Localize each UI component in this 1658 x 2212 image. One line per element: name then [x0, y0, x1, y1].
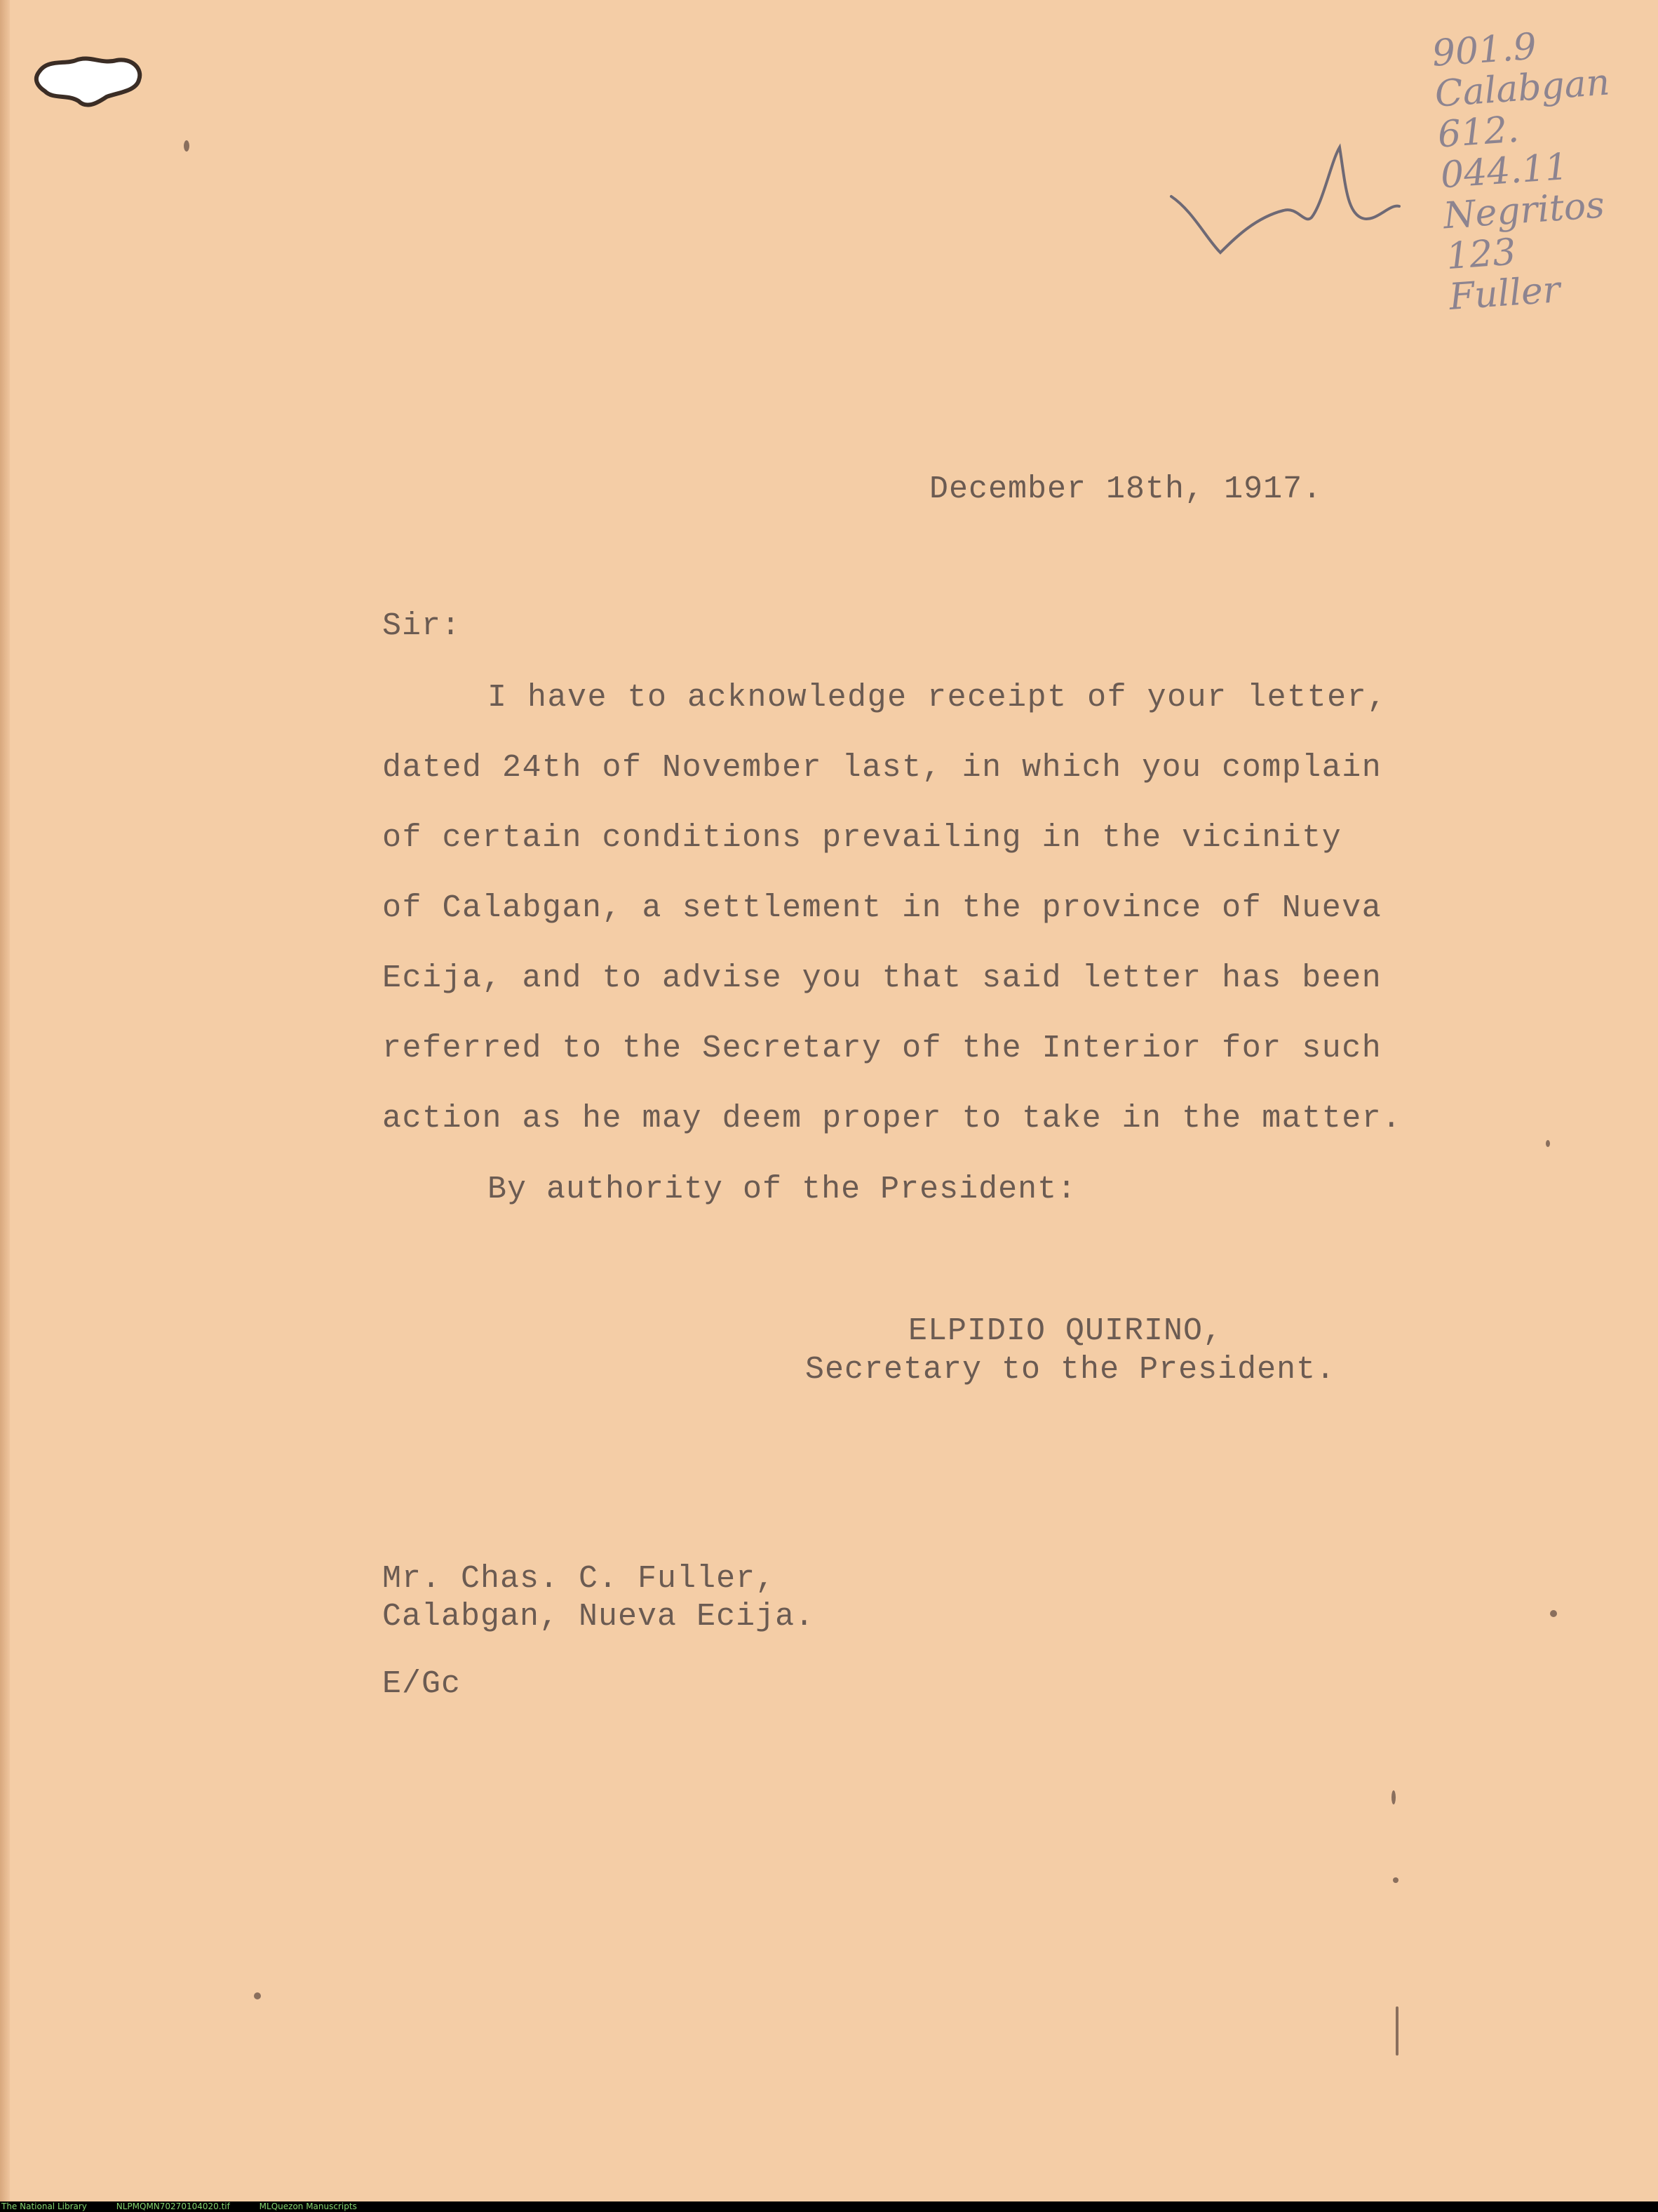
paper-speck	[254, 1992, 261, 1999]
handwritten-archive-notes	[1431, 18, 1658, 318]
recipient-address: Calabgan, Nueva Ecija.	[382, 1599, 815, 1635]
paper-edge	[0, 0, 10, 2201]
note-line: 901.9	[1430, 25, 1538, 75]
signatory-title: Secretary to the President.	[805, 1352, 1336, 1388]
body-line: Ecija, and to advise you that said letter has been	[382, 960, 1382, 996]
note-line: Calabgan	[1433, 61, 1612, 116]
reference-initials: E/Gc	[382, 1666, 461, 1702]
body-line: I have to acknowledge receipt of your letter,	[487, 680, 1387, 716]
paper-speck	[1550, 1610, 1557, 1617]
letter-date: December 18th, 1917.	[929, 471, 1323, 507]
signatory-name: ELPIDIO QUIRINO,	[908, 1313, 1223, 1349]
authority-line: By authority of the President:	[487, 1172, 1077, 1207]
handwritten-scribble	[1164, 133, 1403, 260]
paper-speck	[1391, 1790, 1396, 1804]
note-line: Fuller	[1448, 269, 1562, 319]
note-line: 123	[1445, 231, 1518, 279]
scan-footer	[0, 2201, 1658, 2212]
footer-collection: MLQuezon Manuscripts	[259, 2201, 357, 2211]
body-line: dated 24th of November last, in which you complain	[382, 750, 1382, 786]
footer-library: The National Library	[1, 2201, 87, 2211]
body-line: referred to the Secretary of the Interior for such	[382, 1031, 1382, 1066]
paper-speck	[1393, 1877, 1398, 1883]
salutation: Sir:	[382, 608, 461, 644]
note-line: 044.11	[1439, 145, 1570, 197]
note-line: 612.	[1436, 108, 1521, 156]
footer-filename: NLPMQMN70270104020.tif	[116, 2201, 230, 2211]
recipient-name: Mr. Chas. C. Fuller,	[382, 1561, 776, 1597]
paper-speck	[1546, 1140, 1550, 1147]
body-line: of certain conditions prevailing in the vicinity	[382, 820, 1342, 856]
note-line: Negritos	[1442, 184, 1606, 238]
body-line: of Calabgan, a settlement in the province of Nueva	[382, 890, 1382, 926]
body-line: action as he may deem proper to take in the matter.	[382, 1101, 1402, 1137]
paper-speck	[184, 140, 189, 152]
paper-tear-hole	[34, 51, 146, 114]
paper-speck	[1396, 2006, 1398, 2056]
